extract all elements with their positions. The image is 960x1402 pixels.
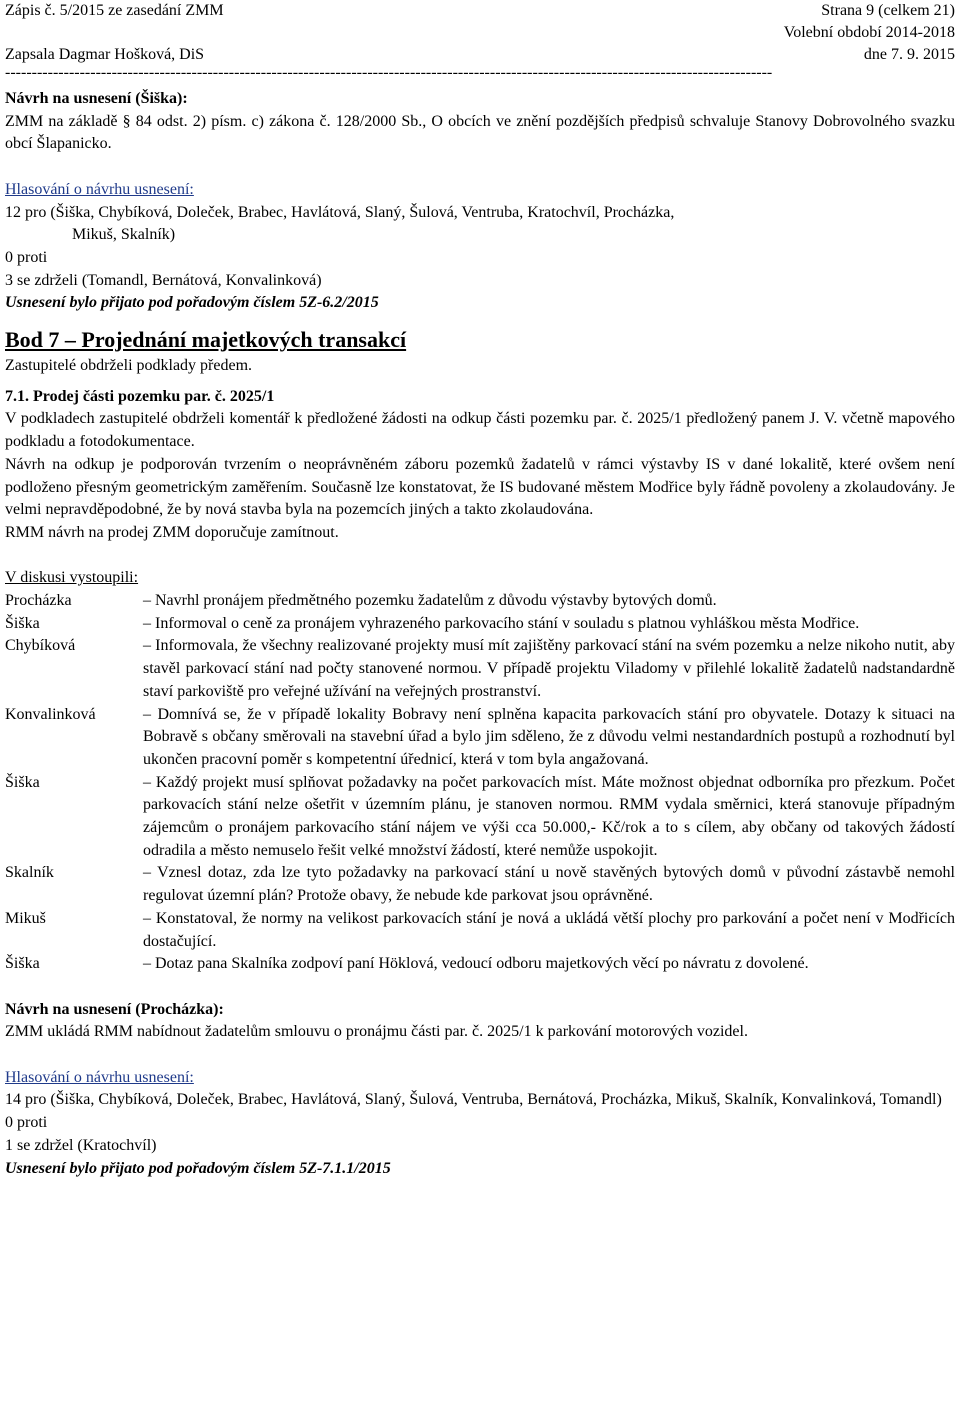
speaker-text: – Konstatoval, že normy na velikost parkovacích stání je nová a ukládá větší plochy pro parkování a počet není v Modřicích dostačující. — [143, 909, 955, 950]
speaker-text: – Vznesl dotaz, zda lze tyto požadavky na parkovací stání u nově stavěných bytových domů v původní zástavbě nemohl regulovat územní plán? Protože obavy, že nebude kde parkovat jsou oprávněné. — [143, 864, 955, 905]
speaker-text: – Informovala, že všechny realizované projekty musí mít zajištěny parkovací stání na svém pozemku a nelze nikoho nutit, aby stavěl parkovací stání nad počty stanovené normou. V případě projektu Viladomy v přilehlé lokalitě žadatelů nadstandardně staví parkoviště pro veřejné užívání na veřejných prostranství. — [143, 637, 955, 700]
resolution-result-2: Usnesení bylo přijato pod pořadovým číslem 5Z-7.1.1/2015 — [5, 1159, 391, 1177]
proposal-text-2: ZMM ukládá RMM nabídnout žadatelům smlouvu o pronájmu části par. č. 2025/1 k parkování motorových vozidel. — [5, 1023, 748, 1041]
page-header — [5, 0, 955, 80]
vote-for-2: 14 pro (Šiška, Chybíková, Doleček, Brabec, Havlátová, Slaný, Šulová, Ventruba, Bernátová, Procházka, Mikuš, Skalník, Konvalinková, Tomandl) — [5, 1091, 942, 1109]
subitem-paragraph-2: Návrh na odkup je podporován tvrzením o neoprávněném záboru pozemků žadatelů v rámci výstavby IS v dané lokalitě, které ovšem není podloženo přesným geometrickým zaměřením. Současně lze konstatovat, že IS budované městem Modřice byly řádně povoleny a zkolaudovány. Je velmi nepravděpodobné, že by nová stavba byla na pozemcích jiných a takto zkolaudována. — [5, 455, 955, 519]
subitem-paragraph-3: RMM návrh na prodej ZMM doporučuje zamítnout. — [5, 523, 339, 541]
proposal-text-1: ZMM na základě § 84 odst. 2) písm. c) zákona č. 128/2000 Sb., O obcích ve znění pozdějších předpisů schvaluje Stanovy Dobrovolného svazku obcí Šlapanicko. — [5, 112, 955, 153]
discussion-entry — [5, 613, 955, 636]
discussion-entry — [5, 704, 955, 772]
vote-for-1-cont: Mikuš, Skalník) — [72, 226, 176, 244]
discussion-entry — [5, 635, 955, 703]
vote-heading-1: Hlasování o návrhu usnesení: — [5, 180, 194, 198]
discussion-entry — [5, 908, 955, 953]
speaker-name: Procházka — [5, 592, 72, 610]
discussion-entry — [5, 862, 955, 907]
proposal-heading-1: Návrh na usnesení (Šiška): — [5, 90, 188, 107]
speaker-text: – Domnívá se, že v případě lokality Bobravy není splněna kapacita parkovacích stání pro obyvatele. Dotazy k situaci na Bobravě s občany směrovali na stavební úřad a bylo jim sděleno, že z důvodu velmi nestandardních postupů a rozhodnutí byl ukončen pracovní poměr s kompetentní úřednicí, která v tom byla angažovaná. — [143, 705, 955, 768]
speaker-name: Chybíková — [5, 637, 76, 655]
header-row-3 — [5, 44, 955, 66]
header-row-2 — [5, 22, 955, 44]
speaker-name: Konvalinková — [5, 705, 96, 723]
discussion-heading: V diskusi vystoupili: — [5, 569, 139, 587]
header-separator: ------------------------------------------------------------------------------------------------------------------------------------------------ — [5, 66, 773, 80]
discussion-entry — [5, 953, 955, 976]
proposal-heading-2: Návrh na usnesení (Procházka): — [5, 1000, 224, 1018]
speaker-name: Skalník — [5, 864, 54, 882]
vote-heading-2: Hlasování o návrhu usnesení: — [5, 1068, 194, 1086]
electoral-period: Volební období 2014-2018 — [783, 24, 955, 41]
vote-abstain-1: 3 se zdrželi (Tomandl, Bernátová, Konvalinková) — [5, 271, 322, 289]
discussion-entry — [5, 590, 955, 613]
vote-against-2: 0 proti — [5, 1114, 48, 1132]
speaker-name: Mikuš — [5, 909, 46, 927]
speaker-name: Šiška — [5, 773, 40, 791]
subitem-paragraph-1: V podkladech zastupitelé obdrželi komentář k předložené žádosti na odkup části pozemku par. č. 2025/1 předložený panem J. V. včetně mapového podkladu a fotodokumentace. — [5, 410, 955, 451]
agenda-item-intro: Zastupitelé obdrželi podklady předem. — [5, 357, 253, 375]
page-number: Strana 9 (celkem 21) — [821, 2, 955, 19]
speaker-text: – Každý projekt musí splňovat požadavky na počet parkovacích míst. Máte možnost objednat odborníka pro přezkum. Počet parkovacích stání nelze ošetřit v územním plánu, je stanoven normou. RMM vydala směrnici, která stanovuje případným zájemcům o pronájem parkovacího stání nájem ve výši cca 50.000,- Kč/rok a to s cílem, aby občany od takových žádostí odradila a město nemuselo řešit velké množství žádostí, které nemůže uspokojit. — [143, 773, 955, 859]
vote-against-1: 0 proti — [5, 248, 48, 266]
speaker-name: Šiška — [5, 614, 40, 632]
speaker-text: – Informoval o ceně za pronájem vyhrazeného parkovacího stání v souladu s platnou vyhláškou města Modřice. — [143, 614, 860, 632]
agenda-item-title: Bod 7 – Projednání majetkových transakcí — [5, 327, 407, 353]
subitem-heading: 7.1. Prodej části pozemku par. č. 2025/1 — [5, 387, 275, 405]
speaker-text: – Navrhl pronájem předmětného pozemku žadatelům z důvodu výstavby bytových domů. — [143, 592, 717, 610]
document-title: Zápis č. 5/2015 ze zasedání ZMM — [5, 2, 224, 19]
discussion-list — [5, 590, 955, 976]
speaker-text: – Dotaz pana Skalníka zodpoví paní Höklová, vedoucí odboru majetkových věcí po návratu z dovolené. — [143, 955, 809, 973]
vote-abstain-2: 1 se zdržel (Kratochvíl) — [5, 1136, 157, 1154]
discussion-entry — [5, 772, 955, 863]
vote-for-1: 12 pro (Šiška, Chybíková, Doleček, Brabec, Havlátová, Slaný, Šulová, Ventruba, Kratochvíl, Procházka, — [5, 203, 675, 221]
speaker-name: Šiška — [5, 955, 40, 973]
document-page — [5, 0, 955, 1180]
meeting-date: dne 7. 9. 2015 — [863, 46, 955, 63]
resolution-result-1: Usnesení bylo přijato pod pořadovým číslem 5Z-6.2/2015 — [5, 294, 379, 312]
author: Zapsala Dagmar Hošková, DiS — [5, 46, 205, 63]
header-row-1 — [5, 0, 955, 22]
